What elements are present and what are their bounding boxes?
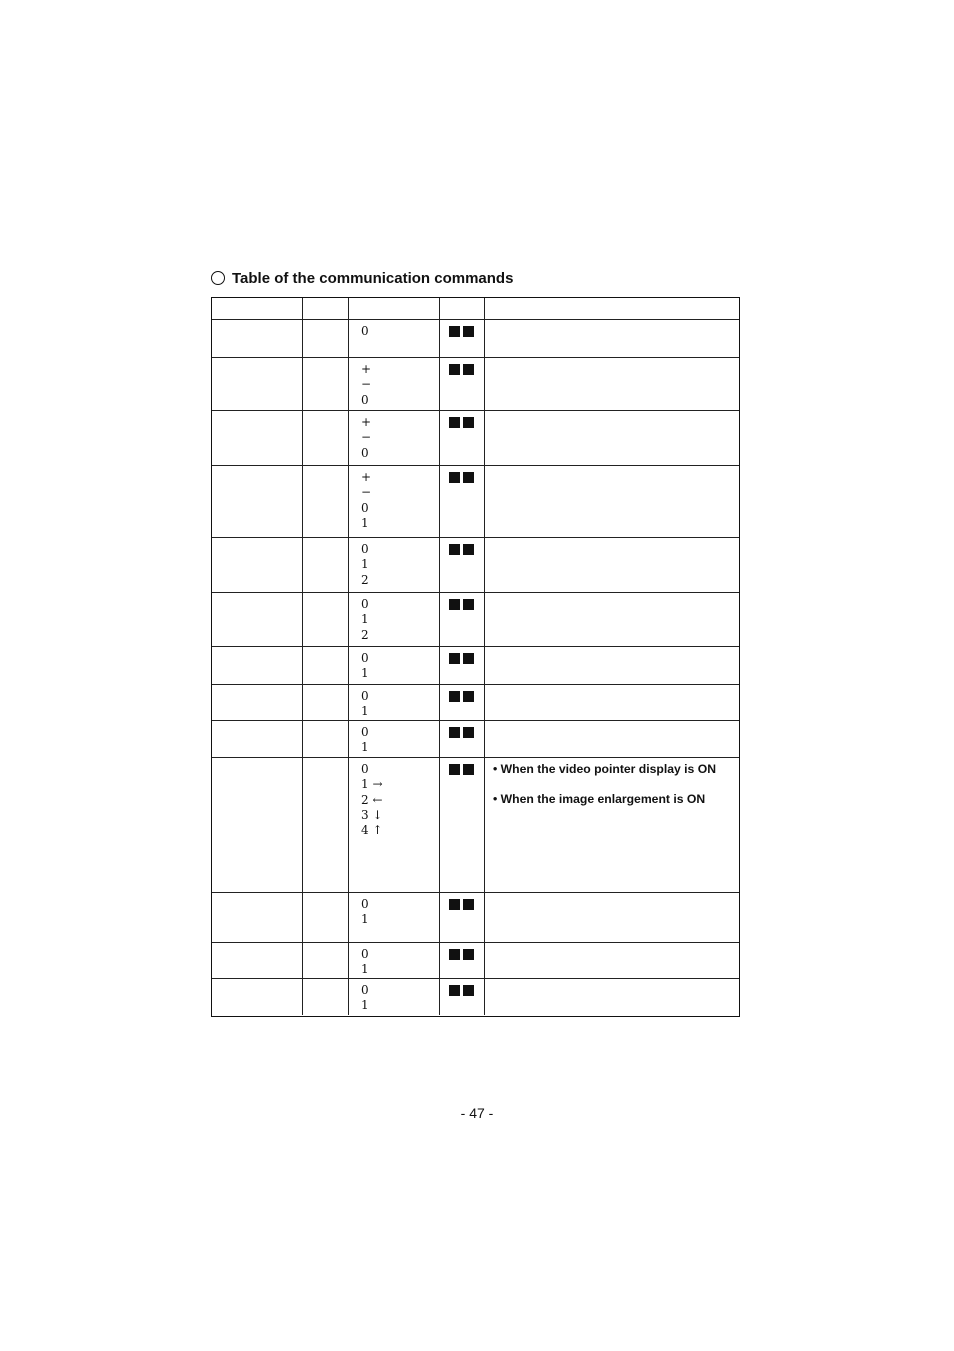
circle-bullet-icon xyxy=(211,271,225,285)
value-item: 1 xyxy=(361,557,369,572)
note-text: • When the image enlargement is ON xyxy=(493,792,706,806)
cell-col-3 xyxy=(349,320,440,357)
black-square-icon xyxy=(463,899,474,910)
black-square-icon xyxy=(463,653,474,664)
value-list xyxy=(349,685,439,720)
black-square-icon xyxy=(463,985,474,996)
cell-col-2 xyxy=(303,320,349,357)
placeholder-squares-icon xyxy=(449,544,474,555)
value-item: + xyxy=(361,470,372,484)
table-row xyxy=(212,758,739,893)
table-title: Table of the communication commands xyxy=(232,269,514,287)
cell-col-4 xyxy=(440,943,485,978)
black-square-icon xyxy=(449,472,460,483)
value-item: + xyxy=(361,415,372,429)
black-square-icon xyxy=(449,417,460,428)
value-item: 0 xyxy=(361,324,369,338)
cell-col-4 xyxy=(440,721,485,757)
black-square-icon xyxy=(463,727,474,738)
table-row xyxy=(212,685,739,721)
value-item: 0 xyxy=(361,897,369,911)
value-item: 1 xyxy=(361,740,369,755)
value-item: 0 xyxy=(361,445,369,460)
table-row xyxy=(212,893,739,943)
value-item: 1 xyxy=(361,704,369,719)
cell-col-5 xyxy=(485,721,739,757)
cell-col-4 xyxy=(440,979,485,1015)
value-item: + xyxy=(361,362,372,376)
value-item: 3 ↓ xyxy=(361,807,383,822)
cell-col-2 xyxy=(303,647,349,684)
cell-col-1 xyxy=(212,943,303,978)
cell-col-4 xyxy=(440,538,485,592)
table-row xyxy=(212,979,739,1015)
black-square-icon xyxy=(449,727,460,738)
cell-col-2 xyxy=(303,411,349,465)
placeholder-squares-icon xyxy=(449,653,474,664)
note-text xyxy=(493,777,739,792)
cell-col-1 xyxy=(212,538,303,592)
placeholder-squares-icon xyxy=(449,764,474,775)
cell-col-3 xyxy=(349,721,440,757)
value-list xyxy=(349,758,439,838)
cell-col-1 xyxy=(212,466,303,537)
cell-col-4 xyxy=(440,893,485,942)
value-item: 0 xyxy=(361,542,369,556)
cell-col-5 xyxy=(485,466,739,537)
cell-col-5 xyxy=(485,685,739,720)
header-cell-1 xyxy=(212,298,303,319)
black-square-icon xyxy=(463,599,474,610)
value-item: 1 → xyxy=(361,777,383,792)
value-item: − xyxy=(361,377,372,392)
cell-col-4 xyxy=(440,593,485,646)
cell-col-2 xyxy=(303,758,349,892)
black-square-icon xyxy=(449,899,460,910)
placeholder-squares-icon xyxy=(449,364,474,375)
value-item: 1 xyxy=(361,962,369,977)
cell-col-5 xyxy=(485,979,739,1015)
table-row xyxy=(212,358,739,411)
cell-col-5 xyxy=(485,593,739,646)
value-item: 0 xyxy=(361,651,369,665)
value-list xyxy=(349,893,439,928)
black-square-icon xyxy=(449,949,460,960)
cell-col-1 xyxy=(212,758,303,892)
cell-col-5 xyxy=(485,411,739,465)
value-item: − xyxy=(361,430,372,445)
notes-list xyxy=(485,758,739,807)
black-square-icon xyxy=(463,949,474,960)
cell-col-1 xyxy=(212,721,303,757)
black-square-icon xyxy=(449,544,460,555)
table-row xyxy=(212,647,739,685)
cell-col-2 xyxy=(303,538,349,592)
placeholder-squares-icon xyxy=(449,691,474,702)
value-list xyxy=(349,411,439,461)
black-square-icon xyxy=(463,764,474,775)
black-square-icon xyxy=(463,472,474,483)
black-square-icon xyxy=(463,364,474,375)
cell-col-3 xyxy=(349,893,440,942)
cell-col-1 xyxy=(212,647,303,684)
cell-col-4 xyxy=(440,647,485,684)
value-item: 1 xyxy=(361,998,369,1013)
value-list xyxy=(349,358,439,408)
cell-col-3 xyxy=(349,647,440,684)
cell-col-2 xyxy=(303,979,349,1015)
cell-col-5 xyxy=(485,893,739,942)
value-item: 1 xyxy=(361,666,369,681)
cell-col-4 xyxy=(440,320,485,357)
cell-col-3 xyxy=(349,538,440,592)
cell-col-5 xyxy=(485,943,739,978)
cell-col-3 xyxy=(349,979,440,1015)
cell-col-3 xyxy=(349,943,440,978)
value-item: 0 xyxy=(361,689,369,703)
cell-col-1 xyxy=(212,320,303,357)
header-cell-2 xyxy=(303,298,349,319)
cell-col-3 xyxy=(349,466,440,537)
table-row xyxy=(212,466,739,538)
cell-col-1 xyxy=(212,979,303,1015)
placeholder-squares-icon xyxy=(449,727,474,738)
cell-col-4 xyxy=(440,466,485,537)
header-cell-3 xyxy=(349,298,440,319)
placeholder-squares-icon xyxy=(449,599,474,610)
value-item: 4 ↑ xyxy=(361,823,383,838)
black-square-icon xyxy=(449,653,460,664)
cell-col-1 xyxy=(212,685,303,720)
cell-col-5 xyxy=(485,647,739,684)
value-list xyxy=(349,538,439,588)
value-list xyxy=(349,943,439,978)
cell-col-3 xyxy=(349,358,440,410)
value-item: 0 xyxy=(361,947,369,961)
value-item: 0 xyxy=(361,762,369,776)
value-item: 0 xyxy=(361,983,369,997)
cell-col-2 xyxy=(303,893,349,942)
cell-col-5 xyxy=(485,538,739,592)
table-header-row xyxy=(212,298,739,320)
communication-commands-table xyxy=(211,297,740,1017)
black-square-icon xyxy=(463,326,474,337)
value-list xyxy=(349,466,439,531)
table-row xyxy=(212,721,739,758)
cell-col-5 xyxy=(485,320,739,357)
value-item: 0 xyxy=(361,725,369,739)
cell-col-1 xyxy=(212,358,303,410)
placeholder-squares-icon xyxy=(449,985,474,996)
black-square-icon xyxy=(449,985,460,996)
cell-col-2 xyxy=(303,721,349,757)
value-list xyxy=(349,320,439,339)
value-list xyxy=(349,647,439,682)
value-item: 0 xyxy=(361,392,369,407)
value-list xyxy=(349,721,439,756)
cell-col-1 xyxy=(212,593,303,646)
table-heading xyxy=(211,268,513,288)
cell-col-2 xyxy=(303,593,349,646)
header-cell-5 xyxy=(485,298,739,319)
table-row xyxy=(212,593,739,647)
cell-col-1 xyxy=(212,411,303,465)
placeholder-squares-icon xyxy=(449,949,474,960)
table-row xyxy=(212,320,739,358)
header-cell-4 xyxy=(440,298,485,319)
cell-col-5 xyxy=(485,358,739,410)
black-square-icon xyxy=(449,326,460,337)
value-item: 1 xyxy=(361,515,369,530)
value-list xyxy=(349,593,439,643)
black-square-icon xyxy=(463,544,474,555)
black-square-icon xyxy=(449,599,460,610)
note-text: • When the video pointer display is ON xyxy=(493,762,716,776)
cell-col-4 xyxy=(440,411,485,465)
black-square-icon xyxy=(449,364,460,375)
value-item: − xyxy=(361,485,372,500)
cell-col-3 xyxy=(349,758,440,892)
table-row xyxy=(212,538,739,593)
cell-col-4 xyxy=(440,685,485,720)
placeholder-squares-icon xyxy=(449,326,474,337)
cell-col-2 xyxy=(303,358,349,410)
cell-col-3 xyxy=(349,593,440,646)
cell-col-2 xyxy=(303,943,349,978)
placeholder-squares-icon xyxy=(449,472,474,483)
table-row xyxy=(212,411,739,466)
value-item: 1 xyxy=(361,912,369,927)
cell-col-3 xyxy=(349,411,440,465)
value-item: 0 xyxy=(361,597,369,611)
placeholder-squares-icon xyxy=(449,417,474,428)
black-square-icon xyxy=(449,764,460,775)
cell-col-4 xyxy=(440,758,485,892)
black-square-icon xyxy=(463,417,474,428)
value-item: 1 xyxy=(361,612,369,627)
cell-col-5 xyxy=(485,758,739,892)
cell-col-1 xyxy=(212,893,303,942)
value-item: 2 xyxy=(361,627,369,642)
value-list xyxy=(349,979,439,1014)
value-item: 2 ← xyxy=(361,792,383,807)
black-square-icon xyxy=(463,691,474,702)
placeholder-squares-icon xyxy=(449,899,474,910)
value-item: 0 xyxy=(361,500,369,515)
black-square-icon xyxy=(449,691,460,702)
cell-col-3 xyxy=(349,685,440,720)
cell-col-2 xyxy=(303,466,349,537)
value-item: 2 xyxy=(361,572,369,587)
page-number: - 47 - xyxy=(460,1105,494,1121)
cell-col-4 xyxy=(440,358,485,410)
table-row xyxy=(212,943,739,979)
cell-col-2 xyxy=(303,685,349,720)
